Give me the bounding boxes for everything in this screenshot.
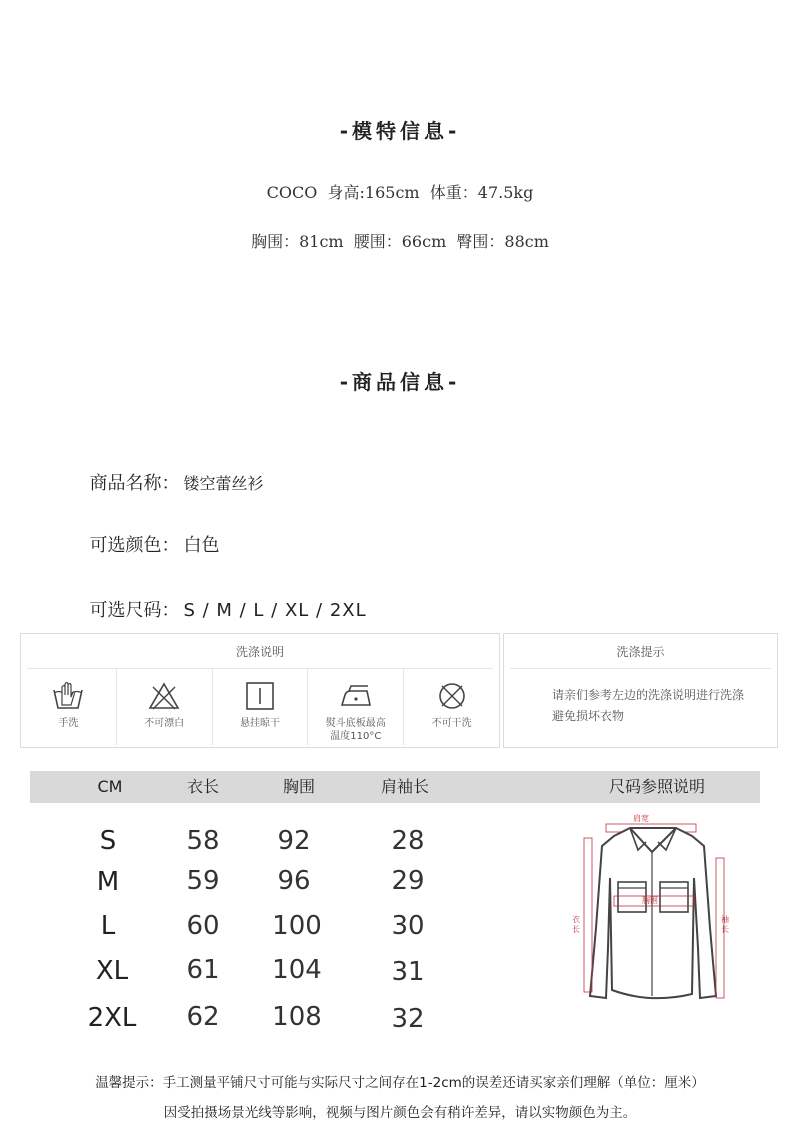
table-row-s-size: S [99, 826, 117, 856]
diagram-label-shoulder: 肩宽 [633, 814, 649, 823]
care-label-hang-dry: 悬挂晾干 [239, 718, 280, 729]
header-length: 衣长 [186, 777, 219, 796]
table-row-m-size: M [96, 867, 120, 897]
table-row-s-chest: 92 [277, 826, 311, 856]
care-label-hand-wash: 手洗 [58, 718, 79, 729]
table-row-l-chest: 100 [272, 911, 322, 941]
care-item-hang-dry [213, 669, 309, 745]
care-tips-panel [503, 633, 778, 748]
product-size-row [78, 575, 367, 622]
iron-icon [339, 681, 373, 711]
product-color-value: 白色 [183, 535, 220, 556]
care-tips-text [504, 669, 777, 727]
table-row-2xl-size: 2XL [87, 1003, 137, 1033]
table-row-l-length: 60 [186, 911, 220, 941]
care-tips-line-1: 请亲们参考左边的洗涤说明进行洗涤 [552, 688, 745, 702]
no-bleach-icon [147, 681, 181, 711]
care-label-iron [308, 717, 403, 743]
header-sleeve: 肩袖长 [380, 777, 429, 796]
table-row-2xl-length: 62 [186, 1002, 220, 1032]
table-row-xl-sleeve: 31 [391, 957, 425, 987]
footnote-line-1: 温馨提示：手工测量平铺尺寸可能与实际尺寸之间存在1-2cm的误差还请买家亲们理解（单位：厘米） [95, 1075, 705, 1091]
product-name-label: 商品名称： [89, 473, 180, 494]
table-row-2xl-sleeve: 32 [391, 1004, 425, 1034]
product-color-row [78, 510, 219, 557]
product-name-value: 镂空蕾丝衫 [183, 474, 264, 493]
care-item-iron [308, 669, 404, 745]
table-row-s-sleeve: 28 [391, 826, 425, 856]
care-tips-line-2: 避免损坏衣物 [552, 709, 625, 723]
product-color-label: 可选颜色： [89, 535, 180, 556]
table-row-m-sleeve: 29 [391, 866, 425, 896]
product-size-value: S / M / L / XL / 2XL [183, 600, 367, 621]
footnote-line-2: 因受拍摄场景光线等影响，视频与图片颜色会有稍许差异，请以实物颜色为主。 [163, 1105, 637, 1121]
hang-dry-icon [243, 681, 277, 711]
diagram-label-length: 衣长 [572, 915, 580, 934]
no-dry-clean-icon [435, 681, 469, 711]
product-info-title: -商品信息- [339, 370, 461, 394]
care-label-no-dry-clean: 不可干洗 [431, 718, 472, 729]
care-tips-title: 洗涤提示 [510, 634, 771, 669]
care-label-iron-line2: 温度110°C [330, 731, 382, 742]
care-label-iron-line1: 熨斗底板最高 [325, 718, 386, 729]
model-stats-line-2: 胸围：81cm 腰围：66cm 臀围：88cm [251, 232, 549, 251]
care-item-hand-wash [21, 669, 117, 745]
header-cm: CM [97, 777, 123, 796]
table-row-2xl-chest: 108 [272, 1002, 322, 1032]
care-instructions-title: 洗涤说明 [27, 634, 493, 669]
diagram-label-sleeve: 袖长 [721, 915, 729, 934]
table-row-xl-length: 61 [186, 955, 220, 985]
care-item-no-bleach [117, 669, 213, 745]
care-item-no-dry-clean [404, 669, 499, 745]
product-name-row [78, 448, 263, 495]
table-row-l-sleeve: 30 [391, 911, 425, 941]
header-size-reference: 尺码参照说明 [608, 777, 705, 796]
table-row-m-chest: 96 [277, 866, 311, 896]
diagram-label-chest: 胸围 [642, 896, 658, 905]
header-chest: 胸围 [282, 777, 315, 796]
table-row-m-length: 59 [186, 866, 220, 896]
table-row-xl-chest: 104 [272, 955, 322, 985]
table-row-s-length: 58 [186, 826, 220, 856]
size-table-header [30, 771, 760, 803]
model-info-title: -模特信息- [339, 119, 461, 143]
table-row-l-size: L [100, 911, 116, 941]
table-row-xl-size: XL [95, 956, 129, 986]
model-stats-line-1: COCO 身高:165cm 体重：47.5kg [266, 183, 534, 202]
product-size-label: 可选尺码： [89, 600, 180, 621]
care-label-no-bleach: 不可漂白 [144, 718, 185, 729]
hand-wash-icon [51, 681, 85, 711]
care-instructions-panel [20, 633, 500, 748]
